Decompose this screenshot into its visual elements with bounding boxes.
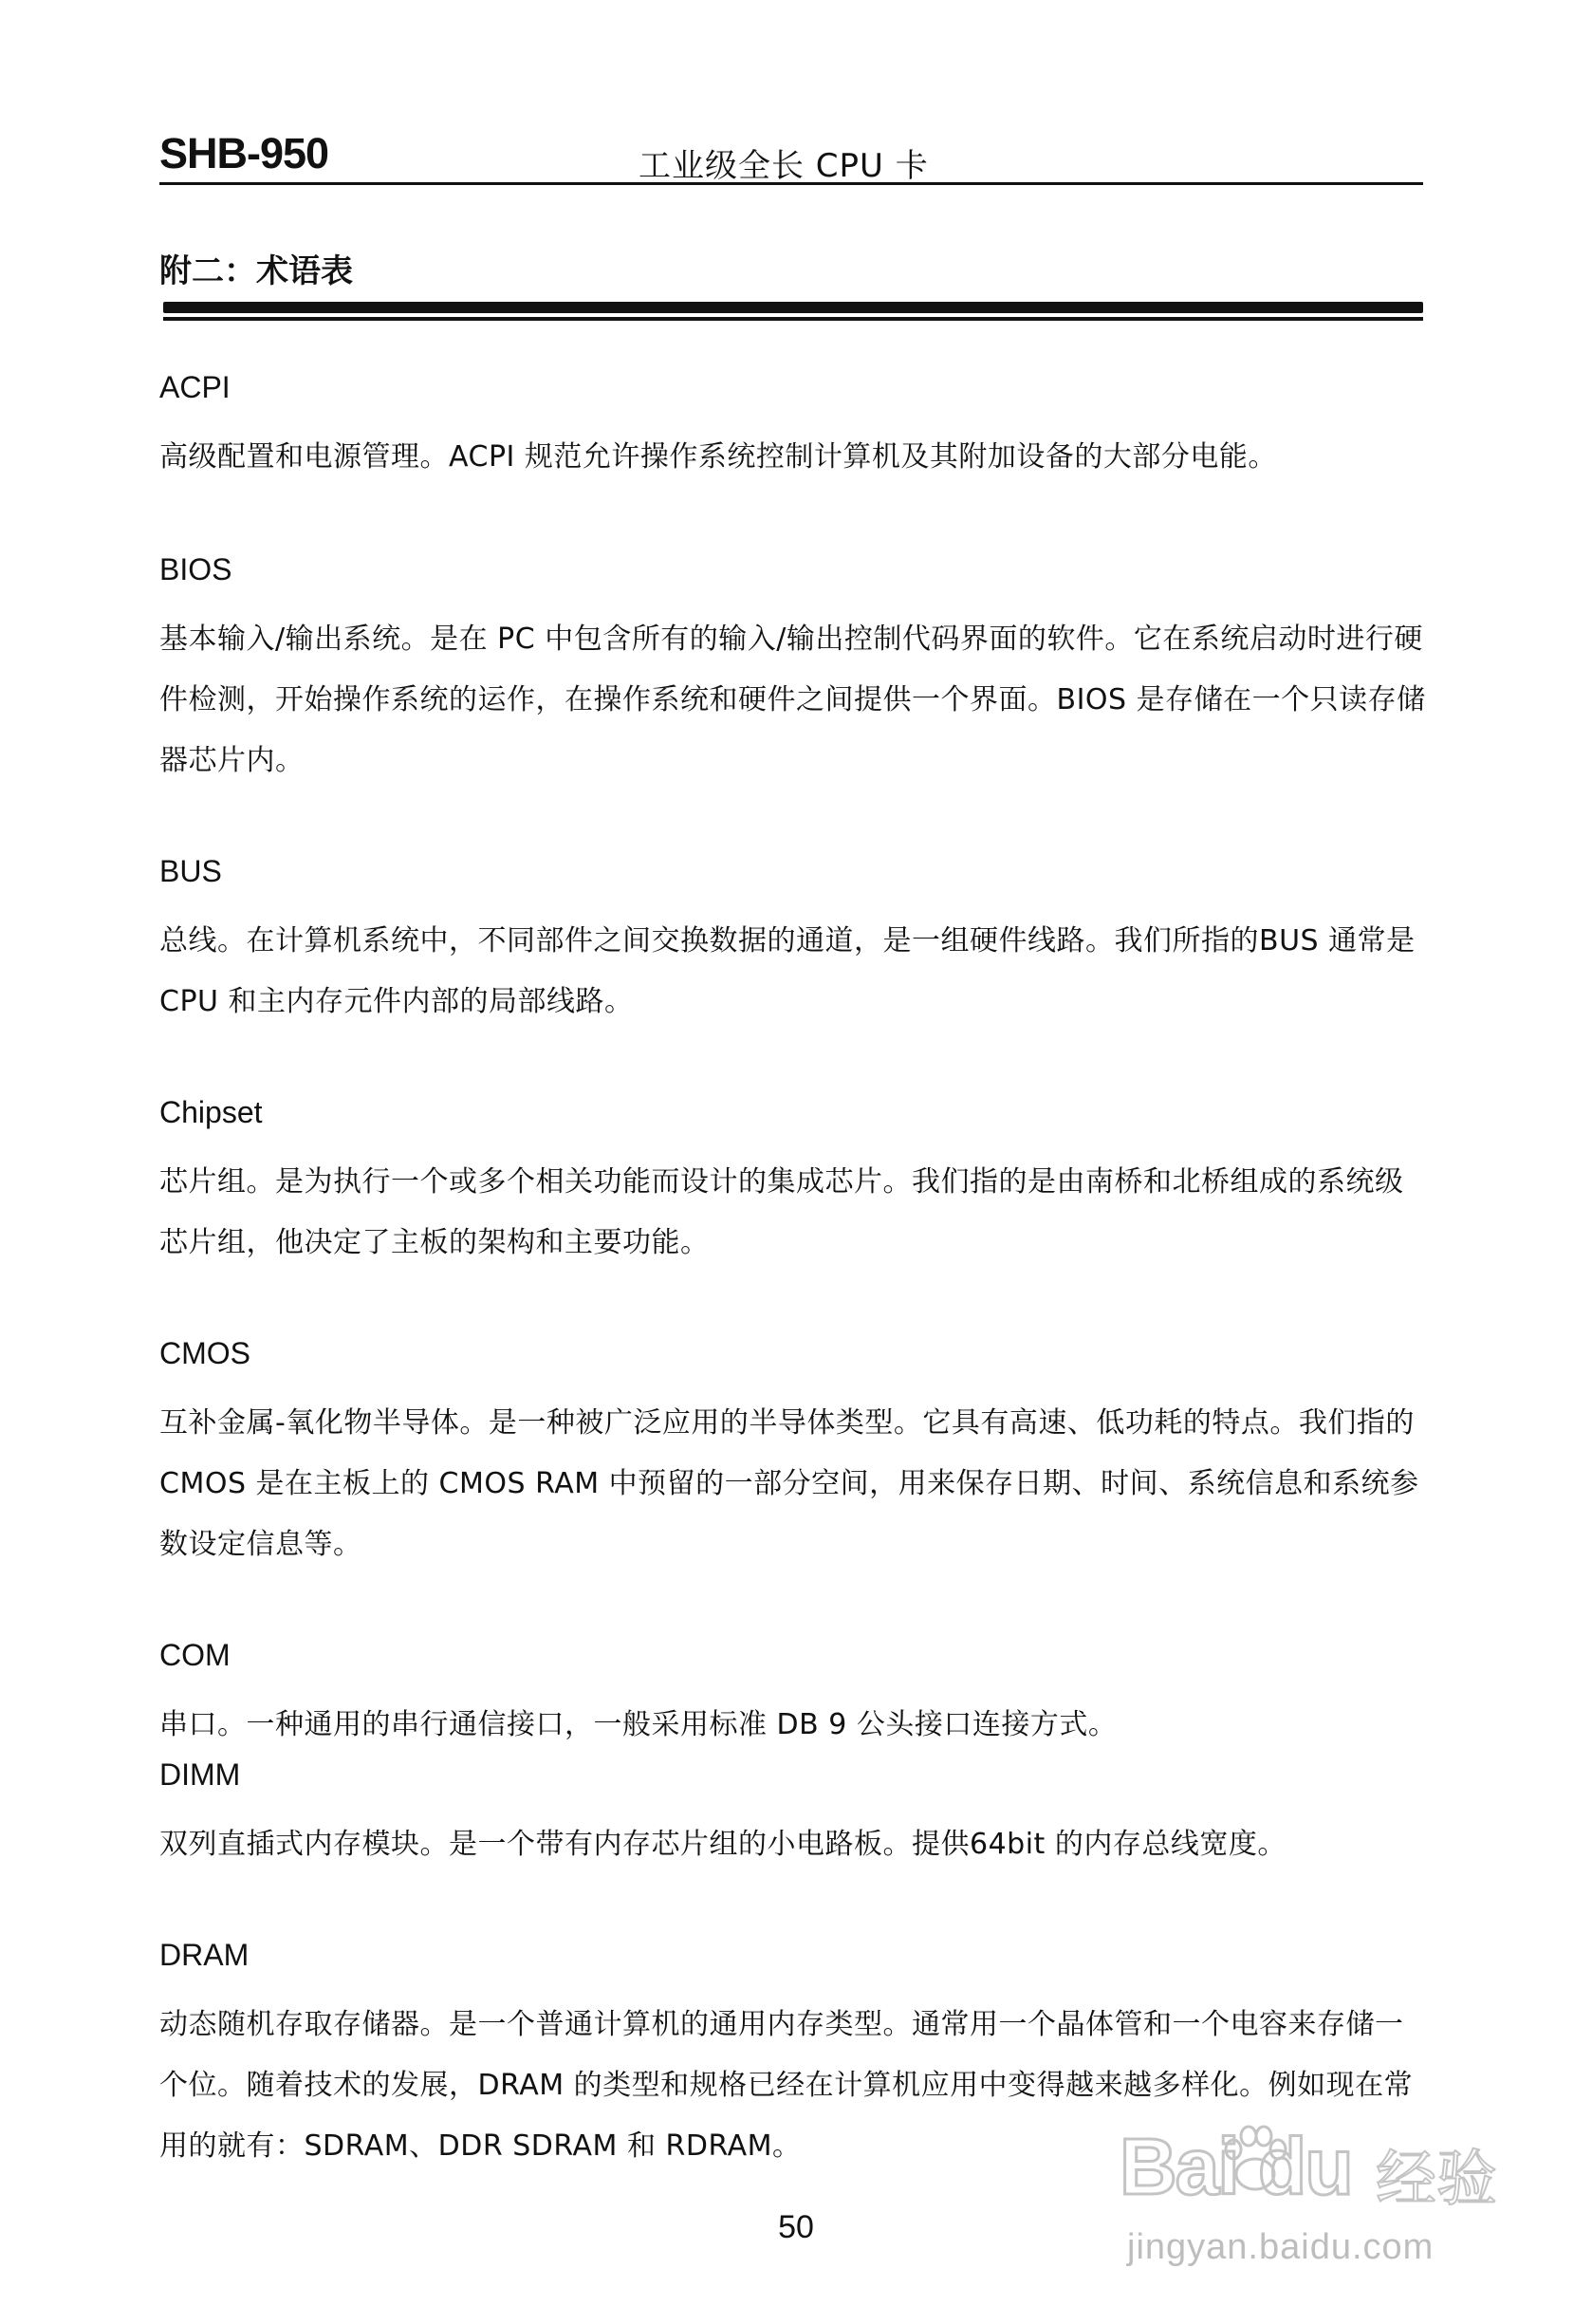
glossary-definition: 高级配置和电源管理。ACPI 规范允许操作系统控制计算机及其附加设备的大部分电能。 xyxy=(159,440,1277,474)
product-subtitle: 工业级全长 CPU 卡 xyxy=(639,147,929,185)
watermark-logo-text: Bai du xyxy=(1120,2122,1352,2211)
glossary-term: DRAM xyxy=(159,1938,250,1972)
glossary-definition: 互补金属-氧化物半导体。是一种被广泛应用的半导体类型。它具有高速、低功耗的特点。我们指的 CMOS 是在主板上的 CMOS RAM 中预留的一部分空间，用来保存日期、时间、系统信息和系统参数设定信息等。 xyxy=(159,1406,1419,1561)
glossary-entry-acpi xyxy=(159,366,1431,488)
glossary-entry-cmos xyxy=(159,1332,1431,1575)
title-rule-thin xyxy=(163,317,1423,321)
glossary-entry-bus xyxy=(159,850,1431,1032)
glossary-entry-dimm xyxy=(159,1754,1431,1875)
watermark-logo-cn: 经验 xyxy=(1376,2145,1497,2215)
glossary-definition: 基本输入/输出系统。是在 PC 中包含所有的输入/输出控制代码界面的软件。它在系统启动时进行硬件检测，开始操作系统的运作，在操作系统和硬件之间提供一个界面。BIOS 是存储在一个只读存储器芯片内。 xyxy=(159,623,1426,777)
page-header xyxy=(159,123,1423,185)
glossary-term: BUS xyxy=(159,854,222,888)
glossary-definition: 动态随机存取存储器。是一个普通计算机的通用内存类型。通常用一个晶体管和一个电容来存储一个位。随着技术的发展，DRAM 的类型和规格已经在计算机应用中变得越来越多样化。例如现在常用的就有：SDRAM、DDR SDRAM 和 RDRAM。 xyxy=(159,2008,1414,2163)
page-number: 50 xyxy=(778,2209,814,2245)
glossary-definition: 串口。一种通用的串行通信接口，一般采用标准 DB 9 公头接口连接方式。 xyxy=(159,1708,1118,1741)
glossary-term: COM xyxy=(159,1638,231,1672)
glossary-entry-chipset xyxy=(159,1091,1431,1274)
glossary-definition: 芯片组。是为执行一个或多个相关功能而设计的集成芯片。我们指的是由南桥和北桥组成的系统级芯片组，他决定了主板的架构和主要功能。 xyxy=(159,1165,1404,1259)
glossary-entry-bios xyxy=(159,548,1431,791)
watermark-url: jingyan.baidu.com xyxy=(1127,2227,1435,2267)
glossary-entry-com xyxy=(159,1634,1431,1756)
glossary-definition: 双列直插式内存模块。是一个带有内存芯片组的小电路板。提供64bit 的内存总线宽度。 xyxy=(159,1828,1287,1861)
appendix-title: 附二：术语表 xyxy=(159,252,353,290)
glossary-term: Chipset xyxy=(159,1095,263,1129)
glossary-term: DIMM xyxy=(159,1757,241,1792)
glossary-definition: 总线。在计算机系统中，不同部件之间交换数据的通道，是一组硬件线路。我们所指的BUS 通常是 CPU 和主内存元件内部的局部线路。 xyxy=(159,924,1416,1018)
baidu-watermark xyxy=(1120,2121,1518,2292)
paw-icon xyxy=(1213,2117,1298,2203)
glossary-term: BIOS xyxy=(159,552,232,586)
model-name: SHB-950 xyxy=(159,129,329,177)
glossary-term: ACPI xyxy=(159,370,231,404)
glossary-term: CMOS xyxy=(159,1336,250,1370)
title-rule-thick xyxy=(163,302,1423,313)
